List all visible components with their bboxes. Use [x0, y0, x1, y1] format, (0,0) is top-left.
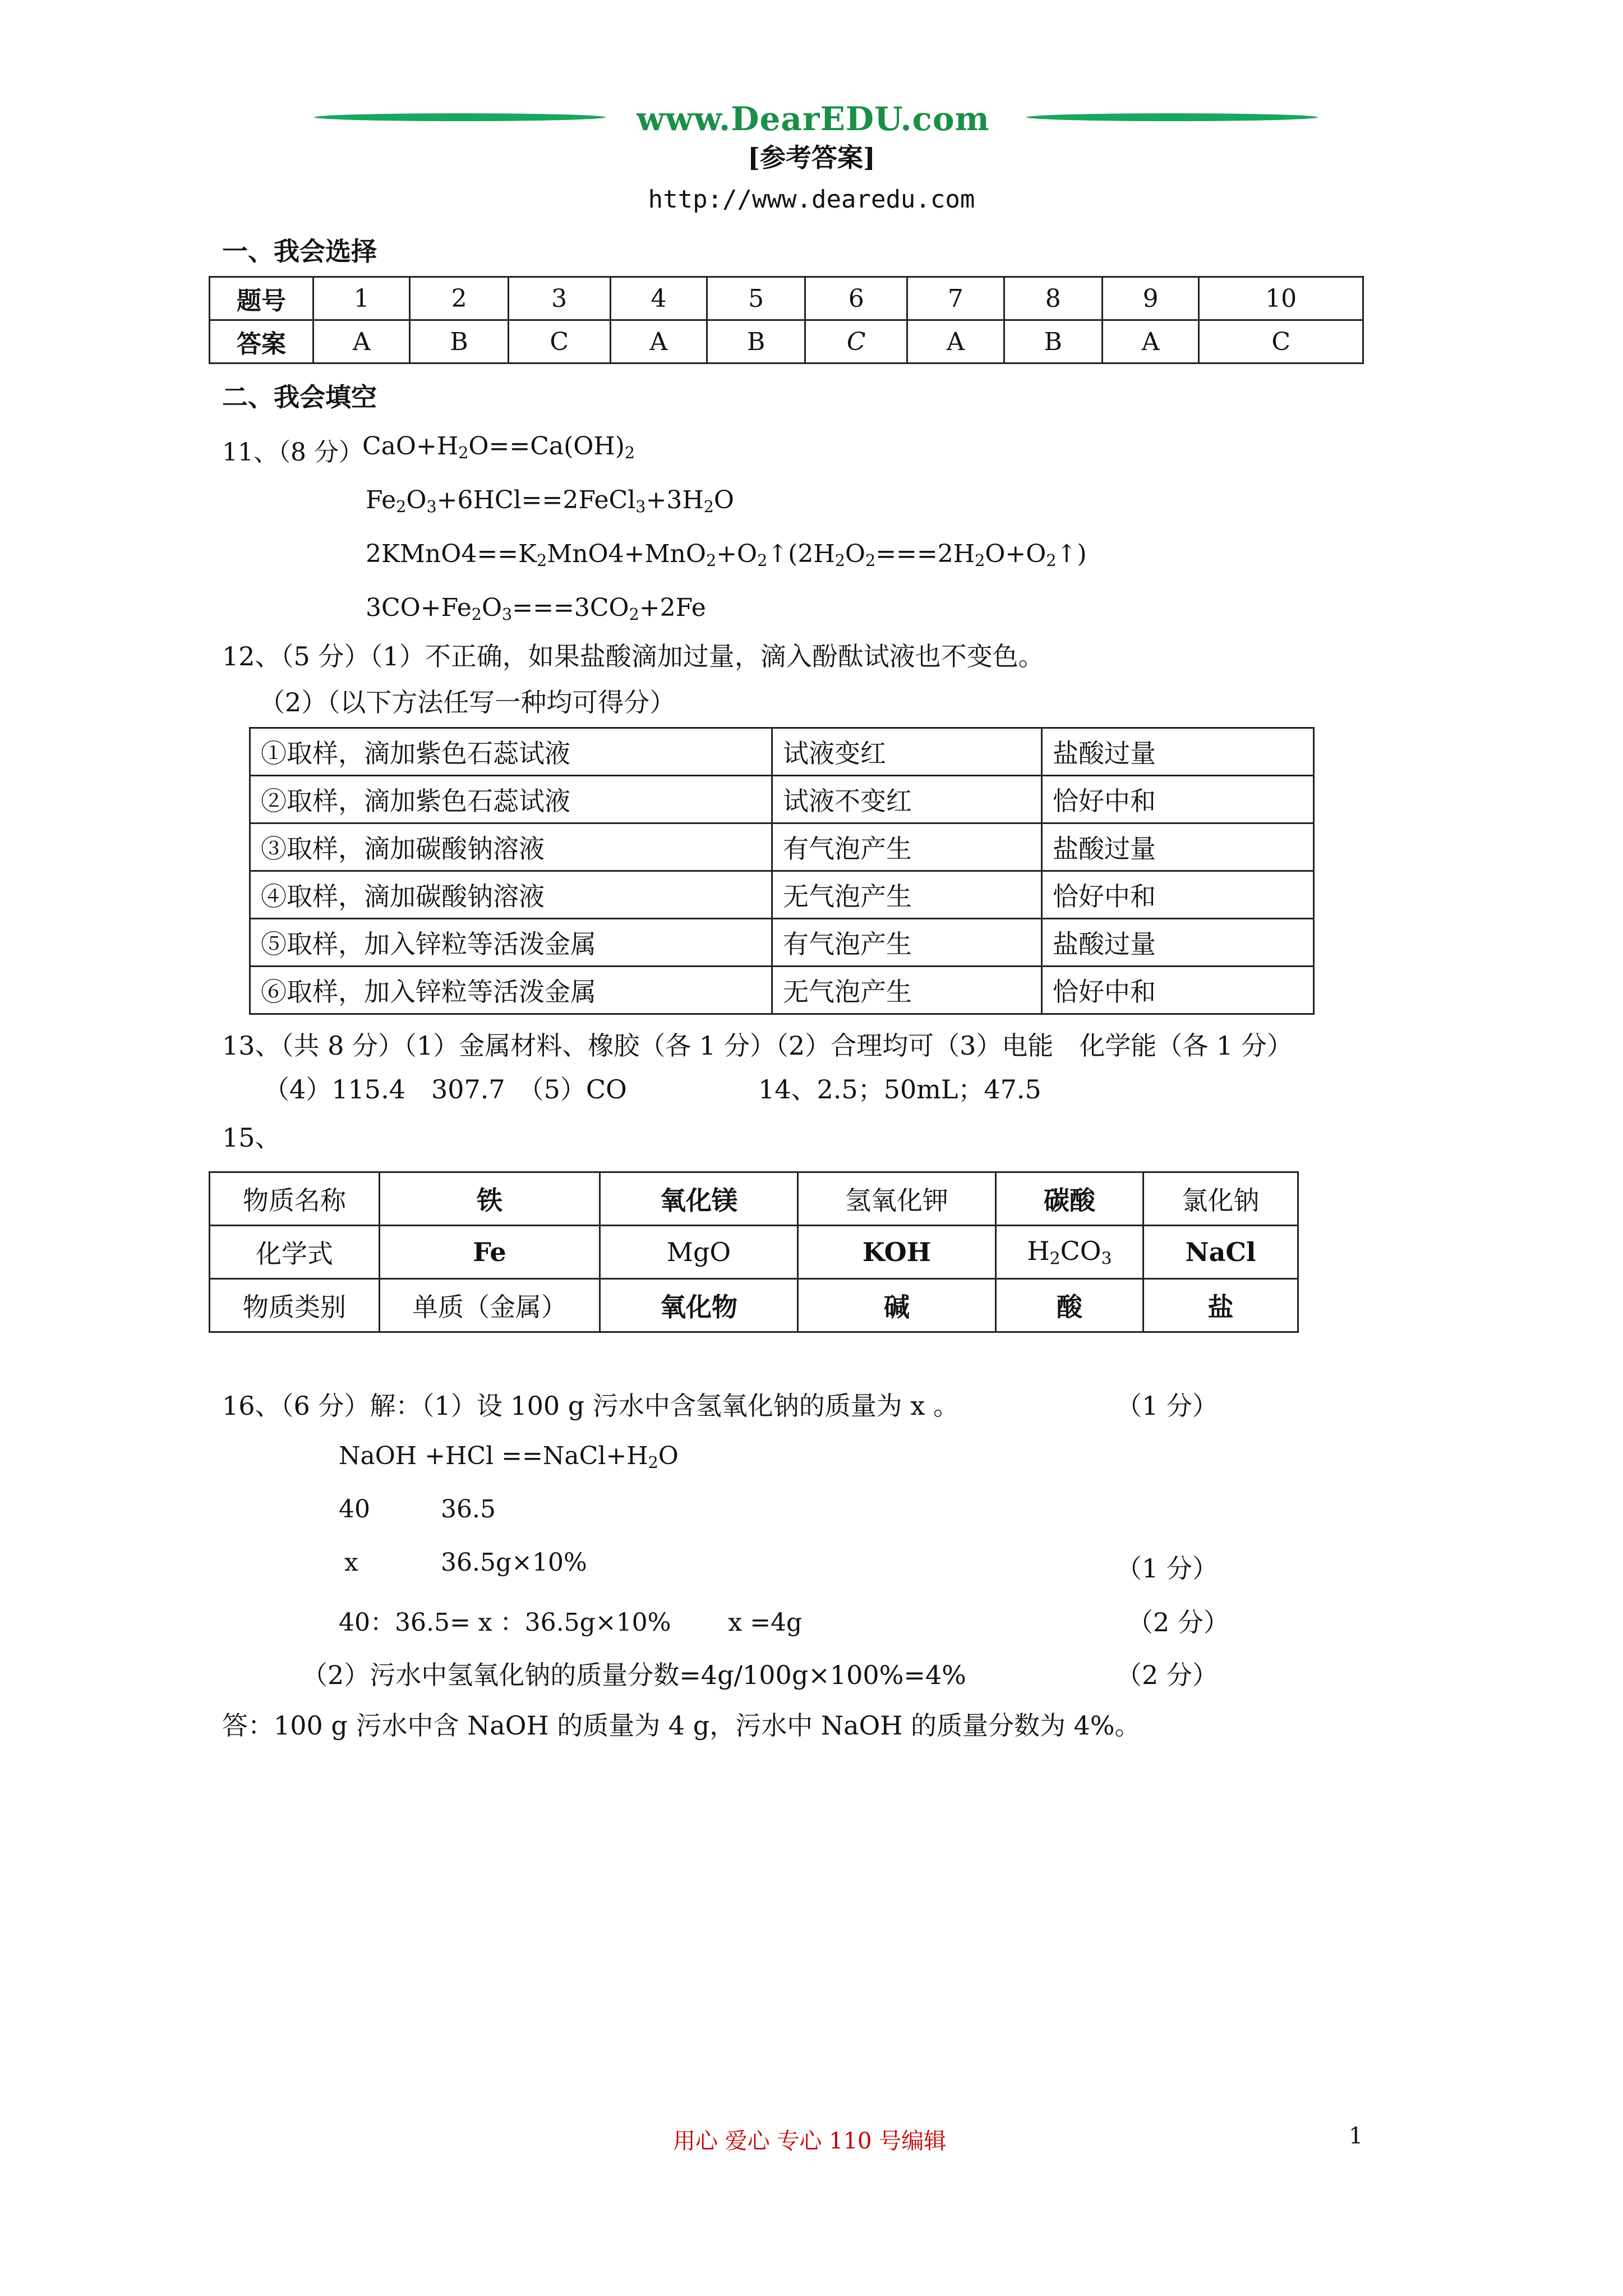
- q16-equation: NaOH $+HCl ==NaCl+H_2O$: [339, 1442, 679, 1473]
- banner-swoosh-left: [314, 113, 606, 121]
- question-number: 6: [805, 277, 907, 320]
- question-number: 7: [907, 277, 1004, 320]
- phenomenon-cell: 无气泡产生: [772, 967, 1042, 1014]
- q16-molar-mass-naoh: 40: [339, 1495, 370, 1524]
- table-row: [250, 823, 1314, 871]
- table-row: [250, 776, 1314, 823]
- question-number: 5: [707, 277, 805, 320]
- answer-cell: A: [907, 320, 1004, 364]
- q16-score-4: （2 分）: [1116, 1660, 1218, 1690]
- substance-cell: 碳酸: [996, 1172, 1144, 1226]
- row-label: 物质名称: [210, 1172, 380, 1226]
- category-cell: 氧化物: [600, 1279, 798, 1332]
- table-row: [210, 1226, 1298, 1279]
- category-cell: 酸: [996, 1279, 1144, 1332]
- section2-heading: 二、我会填空: [222, 382, 377, 412]
- conclusion-cell: 恰好中和: [1042, 776, 1314, 823]
- footer-text: 用心 爱心 专心 110 号编辑: [673, 2128, 947, 2154]
- formula-cell: Fe: [380, 1226, 600, 1279]
- row-label: 化学式: [210, 1226, 380, 1279]
- category-cell: 碱: [798, 1279, 996, 1332]
- row-label: 题号: [210, 277, 313, 320]
- method-cell: ①取样，滴加紫色石蕊试液: [250, 728, 772, 776]
- formula-cell: MgO: [600, 1226, 798, 1279]
- answer-cell: C: [508, 320, 610, 364]
- question-number: 2: [410, 277, 508, 320]
- q14-answer: 14、2.5；50mL；47.5: [758, 1074, 1041, 1105]
- answer-cell: B: [1004, 320, 1102, 364]
- table-row: [210, 277, 1363, 320]
- conclusion-cell: 恰好中和: [1042, 871, 1314, 919]
- q11-label: 11、（8 分）: [222, 438, 363, 467]
- formula-cell: KOH: [798, 1226, 996, 1279]
- formula-cell: $H_2CO_3$: [996, 1226, 1144, 1279]
- q13-line-1: 13、（共 8 分）（1）金属材料、橡胶（各 1 分）（2）合理均可（3）电能 化学能（各 1 分）: [222, 1030, 1293, 1061]
- site-url[interactable]: http://www.dearedu.com: [648, 185, 975, 214]
- substance-cell: 氯化钠: [1144, 1172, 1298, 1226]
- answer-cell: B: [410, 320, 508, 364]
- phenomenon-cell: 试液不变红: [772, 776, 1042, 823]
- answer-cell: C: [805, 320, 907, 364]
- question-number: 3: [508, 277, 610, 320]
- table-row: [210, 1172, 1298, 1226]
- conclusion-cell: 盐酸过量: [1042, 728, 1314, 776]
- substance-cell: 铁: [380, 1172, 600, 1226]
- method-cell: ⑤取样，加入锌粒等活泼金属: [250, 919, 772, 967]
- table-row: [250, 871, 1314, 919]
- q11-equation-2: $Fe_2O_3+6HCl==2FeCl_3+3H_2O$: [366, 486, 734, 517]
- answer-cell: C: [1199, 320, 1363, 364]
- table-row: [250, 919, 1314, 967]
- page-title: [参考答案]: [748, 142, 875, 173]
- method-cell: ③取样，滴加碳酸钠溶液: [250, 823, 772, 871]
- section1-heading: 一、我会选择: [222, 236, 377, 266]
- table-row: [250, 728, 1314, 776]
- answer-cell: A: [313, 320, 410, 364]
- question-number: 4: [610, 277, 707, 320]
- table-row: [210, 320, 1363, 364]
- phenomenon-cell: 无气泡产生: [772, 871, 1042, 919]
- phenomenon-cell: 有气泡产生: [772, 823, 1042, 871]
- q12-line-2: （2）（以下方法任写一种均可得分）: [259, 687, 676, 717]
- method-cell: ④取样，滴加碳酸钠溶液: [250, 871, 772, 919]
- category-cell: 盐: [1144, 1279, 1298, 1332]
- q16-line-1: 16、（6 分）解：（1）设 100 g 污水中含氢氧化钠的质量为 x 。: [222, 1391, 959, 1421]
- phenomenon-cell: 试液变红: [772, 728, 1042, 776]
- q16-line-2: （2）污水中氢氧化钠的质量分数=4g/100g×100%=4%: [302, 1660, 966, 1690]
- conclusion-cell: 恰好中和: [1042, 967, 1314, 1014]
- phenomenon-cell: 有气泡产生: [772, 919, 1042, 967]
- q16-molar-mass-hcl: 36.5: [441, 1495, 496, 1524]
- q16-mass-x: x: [344, 1548, 358, 1577]
- q16-final-answer: 答：100 g 污水中含 NaOH 的质量为 4 g，污水中 NaOH 的质量分数为 4%。: [222, 1710, 1141, 1741]
- substance-cell: 氢氧化钾: [798, 1172, 996, 1226]
- q11-equation-4: $3CO+Fe_2O_3===3CO_2+2Fe$: [366, 593, 706, 624]
- question-number: 1: [313, 277, 410, 320]
- table-row: [250, 967, 1314, 1014]
- answer-cell: B: [707, 320, 805, 364]
- table-row: [210, 1279, 1298, 1332]
- q11-equation-1: $CaO+H_2O==Ca(OH)_2$: [362, 432, 635, 463]
- brand-logo: www.DearEDU.com: [637, 100, 990, 138]
- q16-score-1: （1 分）: [1116, 1391, 1218, 1421]
- question-number: 10: [1199, 277, 1363, 320]
- question-number: 8: [1004, 277, 1102, 320]
- method-cell: ⑥取样，加入锌粒等活泼金属: [250, 967, 772, 1014]
- answer-cell: A: [610, 320, 707, 364]
- conclusion-cell: 盐酸过量: [1042, 919, 1314, 967]
- category-cell: 单质（金属）: [380, 1279, 600, 1332]
- page-number: 1: [1349, 2123, 1363, 2149]
- row-label: 答案: [210, 320, 313, 364]
- method-cell: ②取样，滴加紫色石蕊试液: [250, 776, 772, 823]
- q15-substance-table: [209, 1171, 1299, 1333]
- answer-cell: A: [1102, 320, 1198, 364]
- q16-mass-hcl: 36.5g×10%: [441, 1548, 587, 1577]
- question-number: 9: [1102, 277, 1198, 320]
- q16-score-3: （2 分）: [1127, 1607, 1229, 1637]
- formula-cell: NaCl: [1144, 1226, 1298, 1279]
- q11-equation-3: $2KMnO4==K_2MnO4+MnO_2+O_2↑(2H_2O_2===2H_2O+O_2↑)$: [366, 540, 1087, 570]
- q13-line-2: （4）115.4 307.7 （5）CO: [264, 1074, 627, 1105]
- row-label: 物质类别: [210, 1279, 380, 1332]
- q12-method-table: [249, 727, 1315, 1015]
- q12-line-1: 12、（5 分）（1）不正确，如果盐酸滴加过量，滴入酚酞试液也不变色。: [222, 641, 1044, 671]
- substance-cell: 氧化镁: [600, 1172, 798, 1226]
- conclusion-cell: 盐酸过量: [1042, 823, 1314, 871]
- q16-score-2: （1 分）: [1116, 1553, 1218, 1584]
- banner-swoosh-right: [1026, 113, 1318, 121]
- q15-label: 15、: [222, 1122, 281, 1153]
- choice-answer-table: [209, 276, 1364, 364]
- q16-ratio: 40：36.5= x ：36.5g×10% x =4g: [339, 1608, 803, 1637]
